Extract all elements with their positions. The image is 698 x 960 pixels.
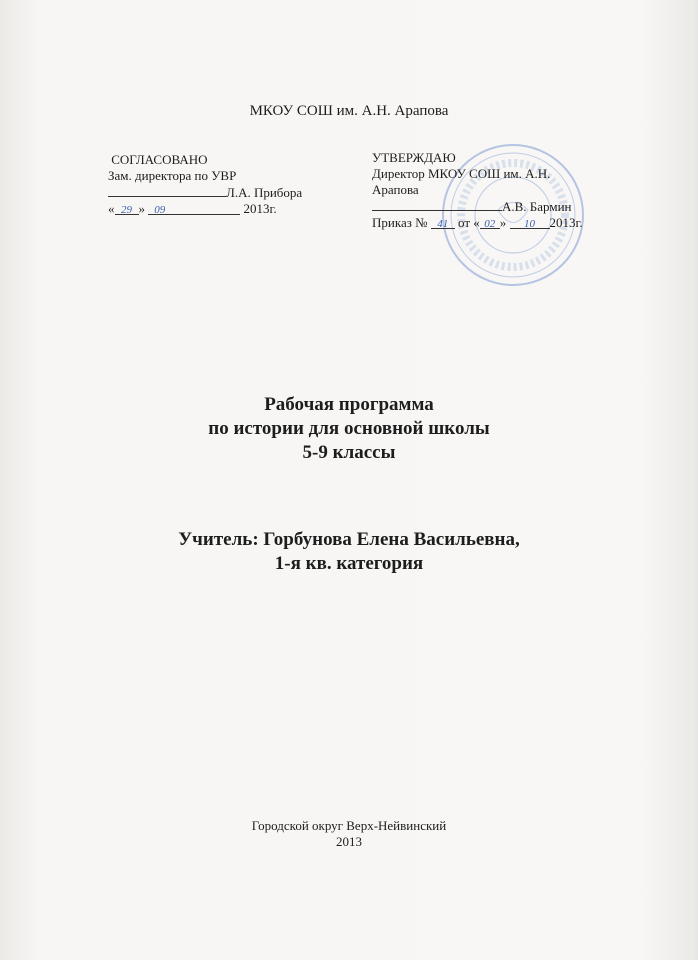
approved-position-line1: Директор МКОУ СОШ им. А.Н. (372, 166, 551, 181)
order-from: от « (458, 215, 480, 230)
approved-day: 02 (480, 216, 500, 229)
title-line2: по истории для основной школы (208, 418, 490, 439)
agreed-signature-line (108, 184, 308, 201)
footer-place: Городской округ Верх-Нейвинский (251, 818, 447, 833)
approved-block (372, 150, 612, 231)
footer-year: 2013 (336, 834, 362, 849)
teacher-line2: 1-я кв. категория (274, 553, 424, 574)
agreed-day: 29 (115, 202, 139, 215)
teacher-info (0, 528, 698, 576)
signature-underline (372, 198, 502, 211)
teacher-line1: Учитель: Горбунова Елена Васильевна, (178, 529, 520, 550)
approved-year: 2013г. (549, 215, 583, 230)
school-name: МКОУ СОШ им. А.Н. Арапова (249, 103, 449, 119)
title-line3: 5-9 классы (302, 442, 396, 463)
approved-order: Приказ № 41 от « 02 » 10 2013г. (372, 215, 583, 230)
agreed-year: 2013г. (243, 201, 277, 216)
order-number: 41 (431, 216, 455, 229)
approved-name: А.В. Бармин (502, 199, 572, 214)
approved-position-line2: Арапова (372, 182, 419, 197)
agreed-date: « 29 » 09 2013г. (108, 201, 277, 216)
footer (0, 818, 698, 850)
agreed-heading: СОГЛАСОВАНО (111, 152, 208, 167)
approved-month: 10 (510, 216, 550, 229)
order-prefix: Приказ № (372, 215, 428, 230)
approved-signature-line (372, 198, 612, 215)
agreed-name: Л.А. Прибора (226, 185, 303, 200)
program-title (0, 393, 698, 465)
title-line1: Рабочая программа (264, 394, 434, 415)
agreed-position: Зам. директора по УВР (108, 168, 237, 183)
agreed-month: 09 (148, 202, 240, 215)
agreed-block (108, 152, 308, 217)
approved-heading: УТВЕРЖДАЮ (372, 150, 456, 165)
signature-underline (108, 184, 226, 197)
